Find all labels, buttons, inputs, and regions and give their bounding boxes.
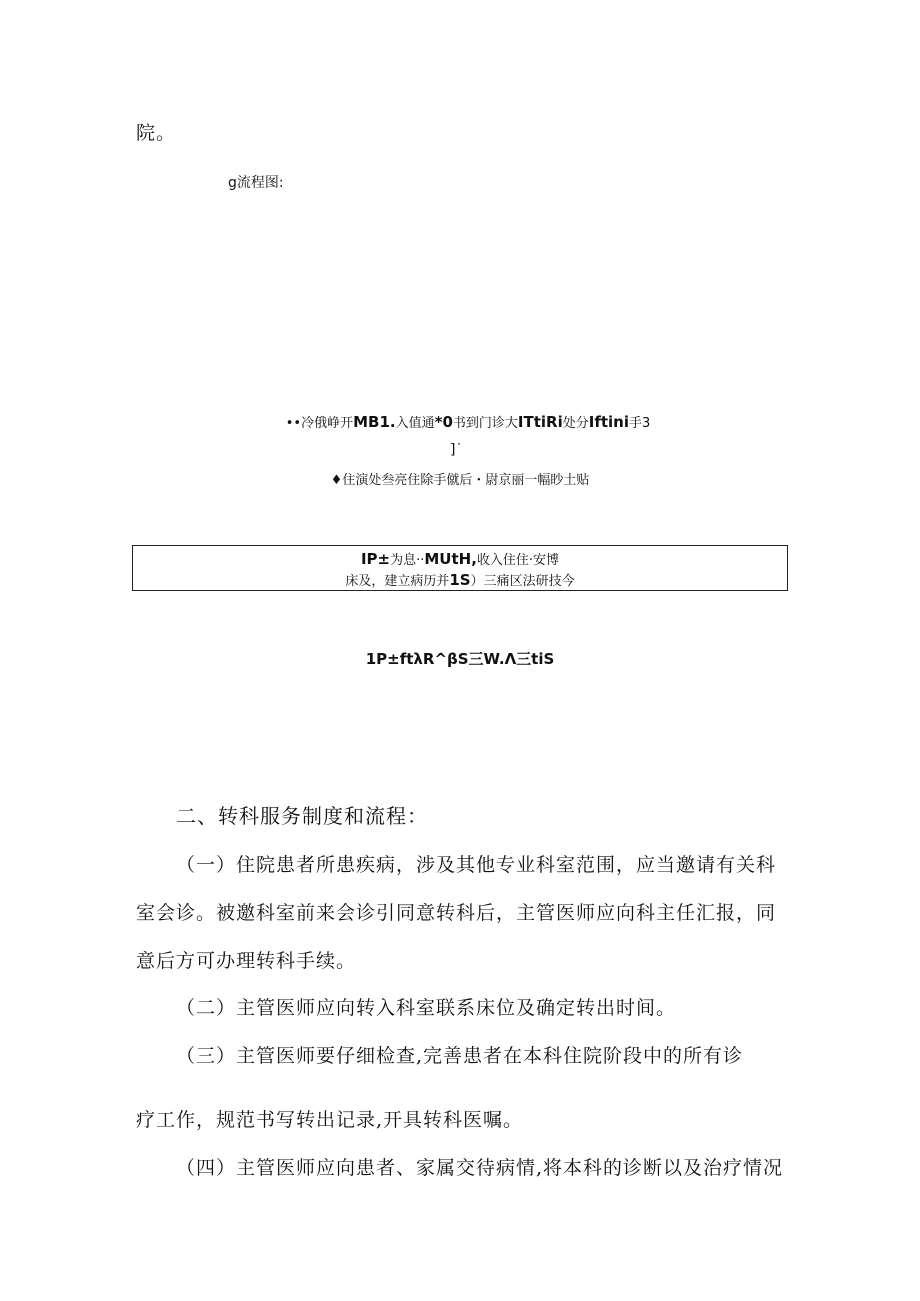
opening-fragment: 院。 [136, 122, 177, 144]
flow-step-1-bold-d: Iftini [588, 413, 629, 431]
flow-step-1-prefix: ••冷俄峥开 [285, 416, 354, 431]
flow-arrow-glyph: ]˙ [450, 442, 463, 458]
flow-chart-label: g流程图: [228, 175, 284, 191]
flow-step-3-line-2-prefix: 床及，建立病历并 [345, 574, 450, 589]
paragraph-3-line-2: 疗工作，规范书写转出记录,开具转科医嘱。 [136, 1109, 524, 1131]
flow-step-1-bold-c: ITtiRi [517, 413, 563, 431]
paragraph-1-line-3: 意后方可办理转科手续。 [136, 950, 357, 972]
flow-step-3-line-1 [0, 549, 920, 568]
flow-step-3-line-2-bold: 1S [449, 571, 471, 589]
flow-step-1-bold-b: *0 [434, 413, 453, 431]
flow-step-3-mid: 为息·· [390, 553, 425, 568]
paragraph-1-line-2: 室会诊。被邀科室前来会诊引同意转科后，主管医师应向科主任汇报，同 [136, 902, 777, 924]
flow-step-4: 1P±ftλR^βS三W.Λ三tiS [365, 650, 555, 668]
flow-step-1-suffix: 手3 [628, 416, 651, 431]
paragraph-1-line-1: （一）住院患者所患疾病，涉及其他专业科室范围，应当邀请有关科 [176, 854, 777, 876]
flow-step-1-mid-b: 书到门诊大 [452, 416, 518, 431]
flow-step-3-bold-b: MUtH, [424, 550, 477, 568]
flow-step-1-mid-a: 入值通 [395, 416, 435, 431]
paragraph-4-line-1: （四）主管医师应向患者、家属交待病情,将本科的诊断以及治疗情况 [176, 1157, 784, 1179]
flow-step-1 [0, 412, 920, 431]
flow-step-3-bold-a: IP± [360, 550, 391, 568]
section-heading: 二、转科服务制度和流程： [176, 804, 428, 828]
paragraph-2-line-1: （二）主管医师应向转入科室联系床位及确定转出时间。 [176, 997, 677, 1019]
flow-step-1-mid-c: 处分 [562, 416, 589, 431]
flow-step-3-suffix: 收入住住·安博 [476, 553, 560, 568]
flow-step-1-bold-a: MB1. [353, 413, 396, 431]
flow-step-2: ♦住演处叁亮住除手僦后・尉京丽一幅眇土贴 [330, 473, 590, 488]
flow-step-3-line-2-suffix: ）三痛区法研技今 [470, 574, 575, 589]
flow-step-3-line-2 [0, 570, 920, 589]
paragraph-3-line-1: （三）主管医师要仔细检查,完善患者在本科住院阶段中的所有诊 [176, 1045, 744, 1067]
